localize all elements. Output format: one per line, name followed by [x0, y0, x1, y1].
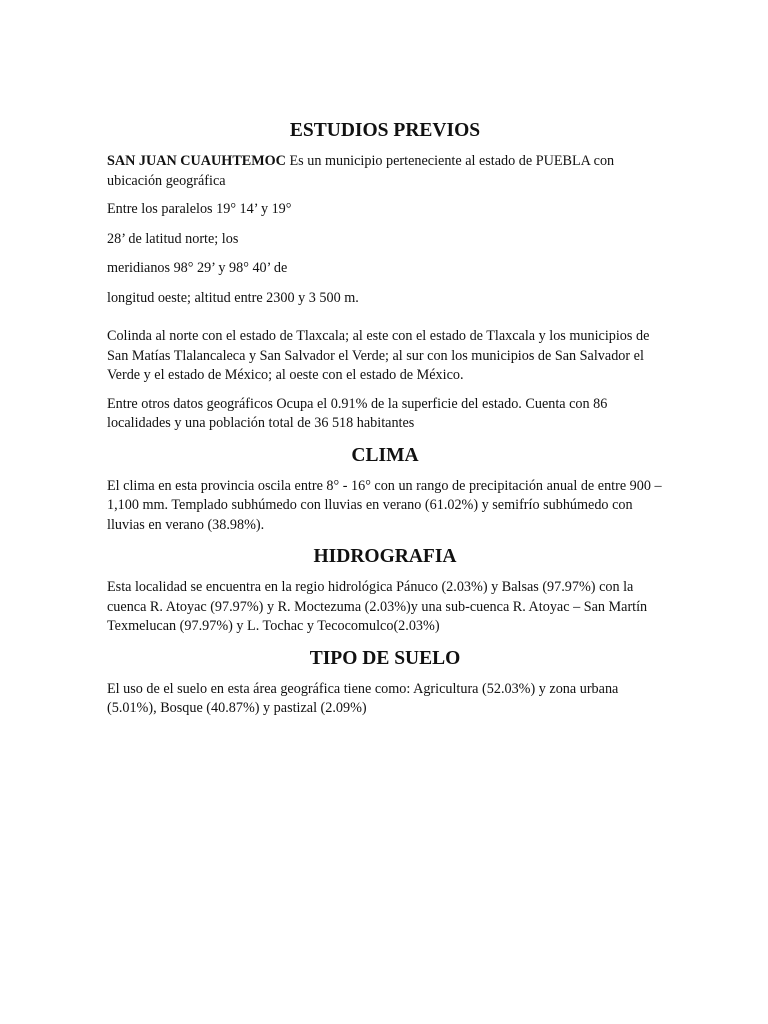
heading-hidrografia: HIDROGRAFIA [313, 546, 457, 567]
heading-tipo-de-suelo: TIPO DE SUELO [309, 647, 461, 669]
clima-paragraph: El clima en esta provincia oscila entre 8° - 16° con un rango de precipitación anual de entre 900 – 1,100 mm. Templado subhúmedo con lluvias en verano (61.02%) y semifrío subhúmedo con lluvias en verano (38.98%). [107, 477, 662, 533]
colinda-paragraph: Colinda al norte con el estado de Tlaxcala; al este con el estado de Tlaxcala y los municipios de San Matías Tlalancaleca y San Salvador el Verde; al sur con los municipios de San Salvador el Verde y el estado de México; al oeste con el estado de México. [107, 328, 650, 383]
otros-datos-paragraph: Entre otros datos geográficos Ocupa el 0.91% de la superficie del estado. Cuenta con 86 localidades y una población total de 36 518 habitantes [107, 395, 608, 431]
hidrografia-paragraph: Esta localidad se encuentra en la regio hidrológica Pánuco (2.03%) y Balsas (97.97%) con la cuenca R. Atoyac (97.97%) y R. Moctezuma (2.03%)y una sub-cuenca R. Atoyac – San Martín Texmelucan (97.97%) y L. Tochac y Tecocomulco(2.03%) [107, 579, 648, 634]
suelo-paragraph: El uso de el suelo en esta área geográfica tiene como: Agricultura (52.03%) y zona urbana (5.01%), Bosque (40.87%) y pastizal (2.09%) [107, 680, 619, 716]
document-page [107, 118, 663, 728]
coord-line-3: meridianos 98° 29’ y 98° 40’ de [107, 260, 288, 276]
intro-paragraph [107, 152, 663, 191]
municipality-name: SAN JUAN CUAUHTEMOC [107, 153, 286, 169]
heading-clima: CLIMA [351, 444, 419, 466]
intro-text: Es un municipio perteneciente al estado de PUEBLA con ubicación geográfica [107, 153, 615, 189]
heading-estudios-previos: ESTUDIOS PREVIOS [289, 120, 481, 141]
coord-line-4: longitud oeste; altitud entre 2300 y 3 500 m. [107, 289, 359, 306]
coord-line-2: 28’ de latitud norte; los [107, 230, 239, 247]
coord-line-1: Entre los paralelos 19° 14’ y 19° [107, 201, 292, 217]
